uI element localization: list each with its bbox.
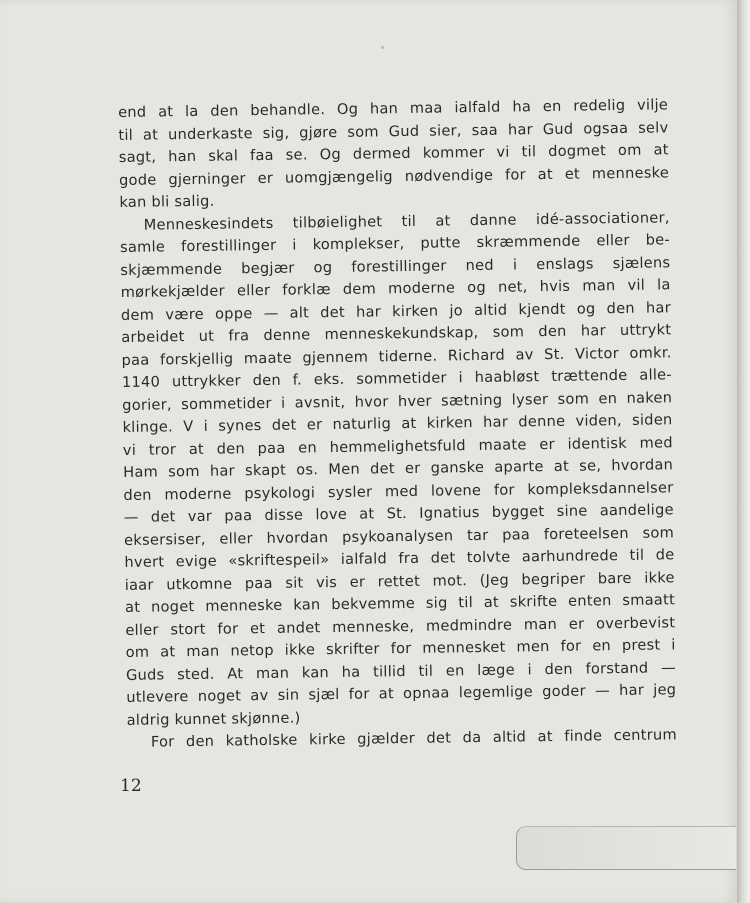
text-line: Menneskesindets tilbøielighet til at danne idé-associationer, [143,208,670,234]
text-line: paa forskjellig maate gjennem tiderne. Richard av St. Victor omkr. [121,343,672,369]
text-line: om at man netop ikke skrifter for mennesket men for en prest i [125,636,676,661]
text-line: utlevere noget av sin sjæl for at opnaa legemlige goder — har jeg [126,681,677,706]
text-line: den moderne psykologi sysler med lovene for kompleksdannelser [123,478,674,504]
text-line: eller stort for et andet menneske, medmindre man er overbevist [125,613,676,639]
text-line: Ham som har skapt os. Men det er ganske aparte at se, hvordan [123,456,674,481]
corner-tab-mark [516,826,736,870]
text-line: samle forestillinger i komplekser, putte skræmmende eller be- [119,231,671,256]
text-line: For den katholske kirke gjælder det da altid at finde centrum [150,726,678,751]
page-edge [737,0,750,903]
text-line: dem være oppe — alt det har kirken jo altid kjendt og den har [120,298,672,324]
text-line: gorier, sommetider i avsnit, hvor hver sætning lyser som en naken [122,388,673,414]
text-line: arbeidet ut fra denne menneskekundskap, som den har uttrykt [121,321,672,346]
text-line: skjæmmende begjær og forestillinger ned i enslags sjælens [120,253,671,279]
text-line: til at underkaste sig, gjøre som Gud sier, saa har Gud ogsaa selv [118,118,669,144]
text-line: 1140 uttrykker den f. eks. sommetider i haabløst trættende alle- [121,366,672,391]
speck [381,46,384,49]
text-line: iaar utkomne paa sit vis er rettet mot. (Jeg begriper bare ikke [124,568,675,594]
text-line: mørkekjælder eller forklæ dem moderne og net, hvis man vil la [120,276,671,301]
body-text [118,94,677,754]
text-line: eksersiser, eller hvordan psykoanalysen tar paa foreteelsen som [123,523,675,549]
text-line: gode gjerninger er uomgjængelig nødvendige for at et menneske [118,163,670,189]
text-line: — det var paa disse love at St. Ignatius bygget sine aandelige [123,501,674,526]
text-line: sagt, han skal faa se. Og dermed kommer vi til dogmet om at [118,141,669,166]
text-line: klinge. V i synes det er naturlig at kirken har denne viden, siden [122,411,673,436]
text-line: end at la den behandle. Og han maa ialfald ha en redelig vilje [118,96,669,121]
text-line: hvert evige «skriftespeil» ialfald fra det tolvte aarhundrede til de [124,546,675,571]
page-number: 12 [120,776,142,796]
text-line: kan bli salig. [119,192,215,211]
text-line: vi tror at den paa en hemmelighetsfuld maate er identisk med [122,433,673,459]
text-line: Guds sted. At man kan ha tillid til en læge i den forstand — [125,658,677,684]
text-line: aldrig kunnet skjønne.) [126,709,301,729]
text-line: at noget menneske kan bekvemme sig til at skrifte enten smaatt [124,591,676,616]
